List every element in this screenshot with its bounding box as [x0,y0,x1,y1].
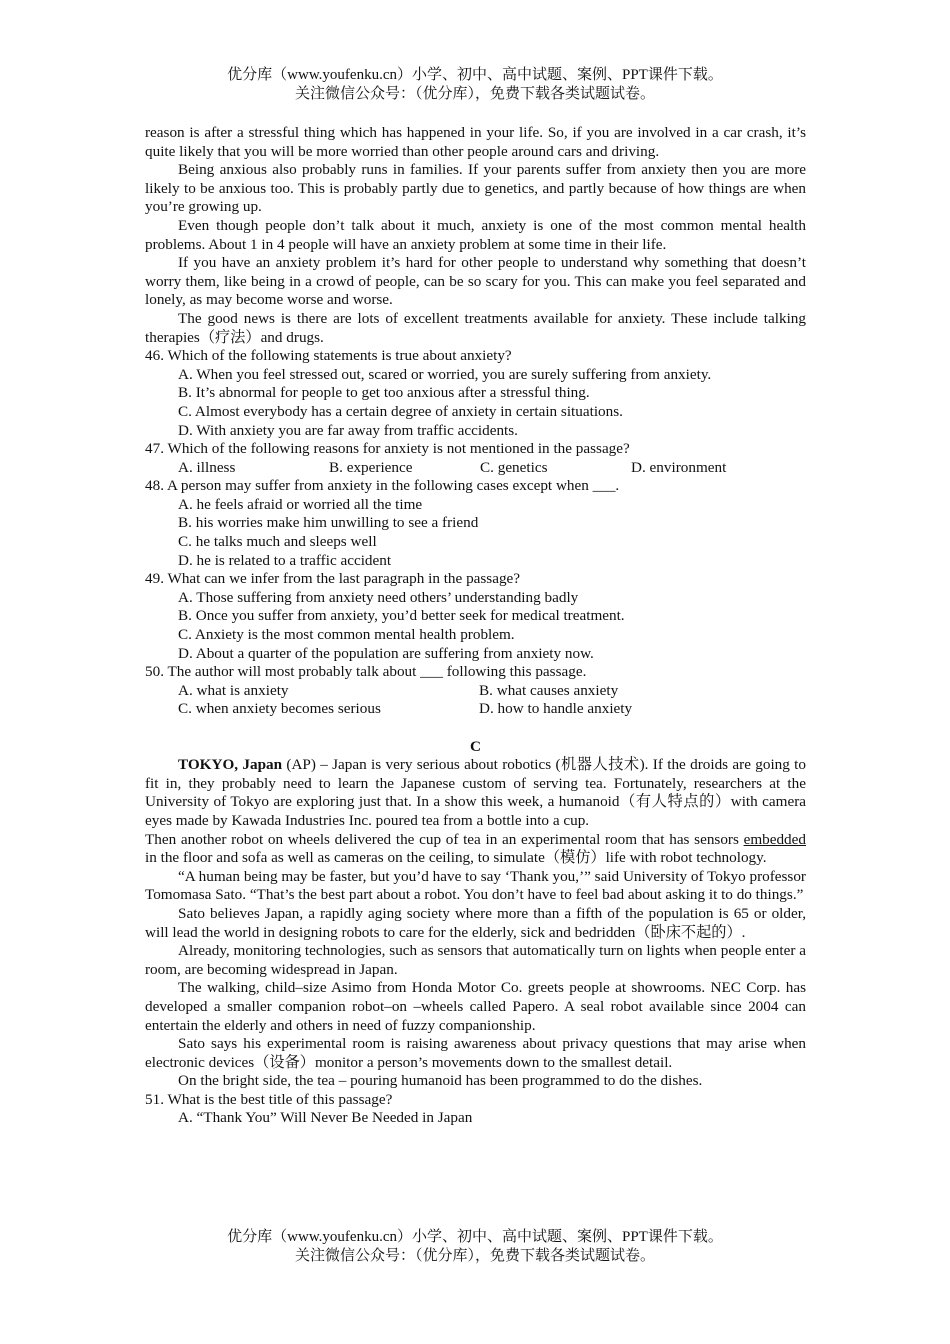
header-line-2: 关注微信公众号：（优分库），免费下载各类试题试卷。 [294,85,655,102]
passage-b-paragraph-4: If you have an anxiety problem it’s hard for other people to understand why something that doesn’t worry them, like being in a crowd of people, can be so scary for you. This can make you feel separated and lonely, as may become worse and worse. [145,254,806,309]
page-footer [0,1228,950,1265]
underlined-word: embedded [743,830,806,848]
q50-option-c: C. when anxiety becomes serious [178,700,381,718]
passage-c-paragraph-8: On the bright side, the tea – pouring humanoid has been programmed to do the dishes. [178,1072,703,1090]
question-46: 46. Which of the following statements is true about anxiety? [145,347,512,365]
q47-options [145,459,806,478]
q47-option-a: A. illness [178,458,236,476]
section-spacer [145,719,806,738]
header-line-1: 优分库（www.youfenku.cn）小学、初中、高中试题、案例、PPT课件下载。 [227,67,723,83]
q48-option-d: D. he is related to a traffic accident [178,551,392,569]
q49-option-a: A. Those suffering from anxiety need others’ understanding badly [178,588,579,606]
q46-option-c: C. Almost everybody has a certain degree of anxiety in certain situations. [178,402,623,420]
q48-option-a: A. he feels afraid or worried all the time [178,495,423,513]
q46-option-b: B. It’s abnormal for people to get too anxious after a stressful thing. [178,384,590,402]
question-48: 48. A person may suffer from anxiety in the following cases except when ___. [145,477,620,495]
passage-c-paragraph-6: The walking, child–size Asimo from Honda Motor Co. greets people at showrooms. NEC Corp. has developed a smaller companion robot–on –wheels called Papero. A seal robot available since 2004 can entertain the elderly and others in need of fuzzy companionship. [145,979,806,1034]
document-body [145,124,806,1128]
dateline: TOKYO, Japan [178,756,283,774]
passage-c-paragraph-1-text: (AP) – Japan is very serious about robotics (机器人技术). If the droids are going to fit in, they probably need to learn the Japanese custom of serving tea. Fortunately, researchers at the University of Tokyo are exploring just that. In a show this week, a humanoid（有人特点的）with camera eyes made by Kawada Industries Inc. poured tea from a bottle into a cup. [145,756,806,829]
question-51: 51. What is the best title of this passage? [145,1090,393,1108]
passage-c-paragraph-2-start: Then another robot on wheels delivered the cup of tea in an experimental room that has sensors [145,830,744,848]
passage-b-paragraph-2: Being anxious also probably runs in families. If your parents suffer from anxiety then you are more likely to be anxious too. This is probably partly due to genetics, and partly because of how things are when you’re growing up. [145,161,806,216]
q50-option-d: D. how to handle anxiety [479,700,633,718]
q49-option-b: B. Once you suffer from anxiety, you’d better seek for medical treatment. [178,607,625,625]
footer-line-2: 关注微信公众号：（优分库），免费下载各类试题试卷。 [294,1247,655,1264]
question-49: 49. What can we infer from the last paragraph in the passage? [145,570,521,588]
q50-options-row-1 [145,682,806,701]
question-47: 47. Which of the following reasons for anxiety is not mentioned in the passage? [145,440,630,458]
q48-option-b: B. his worries make him unwilling to see a friend [178,514,479,532]
q48-option-c: C. he talks much and sleeps well [178,533,377,551]
passage-c-paragraph-1 [145,756,806,830]
q47-option-b: B. experience [329,458,413,476]
q49-option-d: D. About a quarter of the population are suffering from anxiety now. [178,644,594,662]
q47-option-d: D. environment [631,458,727,476]
passage-c-paragraph-4: Sato believes Japan, a rapidly aging society where more than a fifth of the population is 65 or older, will lead the world in designing robots to care for the elderly, sick and bedridden（卧床不起的）. [145,904,806,941]
footer-line-1: 优分库（www.youfenku.cn）小学、初中、高中试题、案例、PPT课件下载。 [227,1229,723,1245]
passage-c-paragraph-2 [145,831,806,868]
passage-c-paragraph-3: “A human being may be faster, but you’d have to say ‘Thank you,’” said University of Tokyo professor Tomomasa Sato. “That’s the best part about a robot. You don’t have to feel bad about asking it to do things.” [145,867,806,904]
passage-c-paragraph-2-end: in the floor and sofa as well as cameras on the ceiling, to simulate（模仿）life with robot technology. [145,849,767,867]
passage-b-paragraph-3: Even though people don’t talk about it much, anxiety is one of the most common mental health problems. About 1 in 4 people will have an anxiety problem at some time in their life. [145,216,806,253]
passage-c-paragraph-5: Already, monitoring technologies, such as sensors that automatically turn on lights when people enter a room, are becoming widespread in Japan. [145,942,806,978]
q46-option-d: D. With anxiety you are far away from traffic accidents. [178,421,518,439]
q50-option-a: A. what is anxiety [178,681,289,699]
q47-option-c: C. genetics [480,458,548,476]
q49-option-c: C. Anxiety is the most common mental health problem. [178,626,515,644]
passage-b-paragraph-5: The good news is there are lots of excellent treatments available for anxiety. These include talking therapies（疗法）and drugs. [145,309,806,346]
section-heading-c: C [470,737,481,755]
q50-option-b: B. what causes anxiety [479,681,619,699]
q50-options-row-2 [145,700,806,719]
q51-option-a: A. “Thank You” Will Never Be Needed in Japan [178,1109,473,1127]
question-50: 50. The author will most probably talk about ___ following this passage. [145,663,587,681]
passage-b-paragraph-1: reason is after a stressful thing which has happened in your life. So, if you are involved in a car crash, it’s quite likely that you will be more worried than other people around cars and driving. [145,124,806,160]
passage-c-paragraph-7: Sato says his experimental room is raising awareness about privacy questions that may arise when electronic devices（设备）monitor a person’s movements down to the smallest detail. [145,1035,806,1071]
q46-option-a: A. When you feel stressed out, scared or worried, you are surely suffering from anxiety. [178,365,712,383]
page-header [0,66,950,103]
